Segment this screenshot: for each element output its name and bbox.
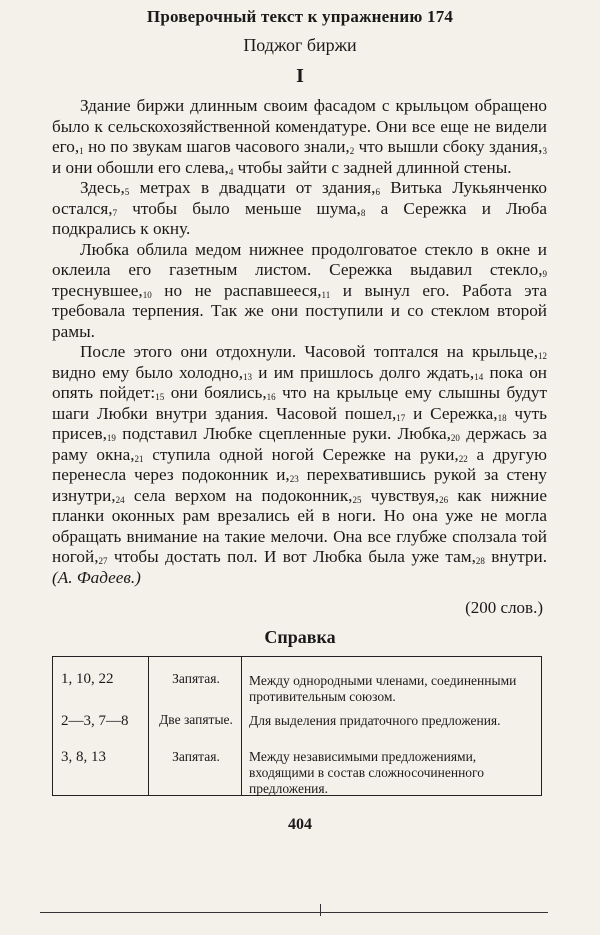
text-run: и они обошли его слева, [52,157,229,177]
punctuation-number: 7 [112,207,118,218]
text-run: но по звукам шагов часового знали, [83,137,350,156]
text-run: ступила одной ногой Сережке на руки, [143,444,459,464]
text-run: чтобы достать пол. И вот Любка была уже там, [107,547,476,566]
paragraph [52,342,547,588]
text-run: После этого они отдохнули. Часовой топтался на крыльце, [80,342,538,361]
part-number: I [296,65,304,87]
punctuation-number: 2 [349,146,355,156]
row-rule: Между однородными членами, соединенными противительным союзом. [249,673,517,704]
text-run: видно ему было холодно, [52,362,243,382]
paragraph [52,178,547,240]
text-run: Здание биржи длинным своим фасадом с крыльцом обращено было к сельскохозяйственной комендатуре. Они все еще не видели его, [52,96,547,156]
punctuation-number: 18 [497,412,507,423]
text-run: чуть присев, [52,403,547,443]
punctuation-number: 22 [458,453,468,464]
reference-title: Справка [264,627,336,647]
text-run: подставил Любке сцепленные руки. Любка, [115,424,451,443]
text-run: Витька Лукьянченко остался, [52,178,547,218]
row-numbers: 1, 10, 22 [61,671,114,687]
punctuation-number: 28 [475,556,485,566]
row-rule: Для выделения придаточного предложения. [249,713,501,728]
punctuation-number: 21 [134,453,144,464]
text-run: чтобы было меньше шума, [117,198,361,218]
punctuation-number: 4 [228,166,234,177]
text-run: чувствуя, [361,485,440,505]
punctuation-number: 26 [439,494,449,505]
text-run: а другую перенесла через подоконник и, [52,444,548,484]
punctuation-number: 11 [321,289,331,300]
text-run: чтобы зайти с задней длинной стены. [233,157,512,177]
row-numbers: 3, 8, 13 [61,749,106,765]
punctuation-number: 13 [243,371,252,382]
text-run: а Сережка и Люба подкрались к окну. [52,198,547,238]
text-run: села верхом на подоконник, [124,485,353,505]
text-run: и вынул его. Работа эта требовала терпения. Так же они поступили и со стеклом второй рамы. [52,280,547,341]
text-run: Здесь, [80,178,125,197]
punctuation-number: 3 [542,146,547,156]
punctuation-number: 12 [538,351,547,361]
punctuation-number: 16 [266,392,276,402]
punctuation-number: 1 [79,146,84,156]
page-number: 404 [288,816,312,833]
bottom-rule [40,912,548,913]
text-run: пока он опять пойдет: [52,362,547,402]
punctuation-number: 6 [375,187,380,197]
punctuation-number: 23 [289,474,299,484]
table-divider [148,657,149,795]
text-run: держась за раму окна, [52,424,547,464]
punctuation-number: 15 [155,392,165,402]
text-run: перехватившись рукой за стену изнутри, [52,465,548,505]
punctuation-number: 8 [360,207,366,218]
punctuation-number: 24 [115,494,125,505]
row-mark: Две запятые. [159,712,233,727]
text-run: Любка облила медом нижнее продолговатое стекло в окне и оклеила его газетным листом. Сережка выдавил стекло, [52,239,547,279]
text-run: и им пришлось долго ждать, [252,362,475,382]
punctuation-number: 19 [106,433,116,443]
word-count: (200 слов.) [465,598,543,617]
punctuation-number: 14 [474,371,484,382]
text-run: как нижние планки оконных рам врезались ей в ноги. Но она уже не могла обращать внимание на такие мелочи. Она все глубже сползала той ногой, [52,485,547,566]
row-numbers: 2—3, 7—8 [61,713,129,729]
punctuation-number: 25 [352,494,362,505]
paragraph [52,96,547,178]
punctuation-number: 20 [450,433,460,443]
punctuation-number: 17 [396,412,406,423]
text-run: что на крыльце ему слышны будут шаги Любки внутри здания. Часовой пошел, [52,383,548,423]
exercise-heading: Проверочный текст к упражнению 174 [146,7,454,26]
text-run: они боялись, [164,383,267,402]
punctuation-number: 9 [542,269,547,279]
paragraph [52,240,547,343]
text-run: и Сережка, [405,403,498,423]
text-run: метрах в двадцати от здания, [129,178,376,197]
row-rule: Между независимыми предложениями, входящими в состав сложносочиненного предложения. [249,749,484,796]
body-text [52,96,547,588]
text-run: но не распавшееся, [151,280,322,300]
text-run: что вышли сбоку здания, [354,137,543,156]
text-run: треснувшее, [52,280,143,300]
text-title: Поджог биржи [243,35,357,55]
row-mark: Запятая. [172,671,220,686]
reference-table [52,656,542,796]
author-attribution: (А. Фадеев.) [52,567,141,587]
punctuation-number: 10 [142,289,152,300]
text-run: внутри. [484,547,548,566]
punctuation-number: 5 [124,187,130,197]
table-divider [241,657,242,795]
punctuation-number: 27 [98,556,108,566]
row-mark: Запятая. [172,749,220,764]
bottom-tick [320,904,321,916]
